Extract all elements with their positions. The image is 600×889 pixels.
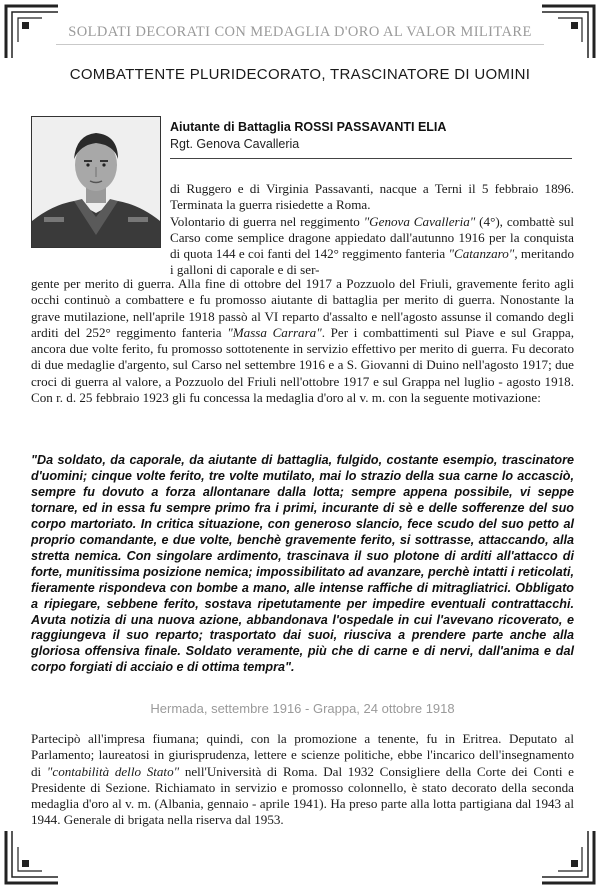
series-title: SOLDATI DECORATI CON MEDAGLIA D'ORO AL VALOR MILITARE: [68, 24, 532, 40]
brigade-name: "Catanzaro": [448, 246, 515, 262]
corner-ornament-bottom-left: [2, 827, 62, 887]
soldier-name: Aiutante di Battaglia ROSSI PASSAVANTI ELIA: [170, 120, 447, 134]
later-career: [31, 731, 574, 829]
battle-dates: Hermada, settembre 1916 - Grappa, 24 ottobre 1918: [150, 701, 455, 716]
biography-intro: [170, 181, 574, 279]
soldier-portrait: [31, 116, 161, 248]
later-career-text: [31, 731, 574, 829]
regiment-name: "Massa Carrara": [227, 324, 322, 340]
bio-text: gente per merito di guerra. Alla fine di ottobre del 1917 a Pozzuolo del Friuli, gravemente ferito agli occhi continuò a combattere e fu promosso aiutante di battaglia per merito di guerra. Nonostante la grave mutilazione, nell'aprile 1918 passò al VI reparto d'assalto e nell'agosto assunse il comando degli arditi del 252° reggimento fanteria: [31, 276, 574, 340]
biography-body: [31, 276, 574, 406]
bio-text: , meritando i galloni di caporale e di ser-: [170, 246, 574, 278]
bio-text: Partecipò all'impresa fiumana; quindi, con la promozione a tenente, fu in Eritrea. Deputato al Parlamento; laureatosi in giurisprudenza, lettere e scienze politiche, ebbe l'incarico dell'insegnamento di: [31, 731, 574, 779]
biography-volunteer: [170, 214, 574, 279]
motivation-text: "Da soldato, da caporale, da aiutante di battaglia, fulgido, costante esempio, trascinatore d'uomini; cinque volte ferito, tre volte mutilato, mai lo strazio della sua carne lo accasciò, sempre fu dovuto a forza allontanare dalla lotta; sempre appena possibile, vi seppe tornare, ed in essa fu sempre primo fra i primi, incurante di sè e delle sofferenze del suo corpo martoriato. In critica situazione, con generoso slancio, fece scudo del suo petto al proprio comandante, e due volte, benchè gravemente ferito, si sottrasse, attaccando, alla stretta nemica. Con singolare ardimento, trascinava il suo plotone di arditi all'attacco di forte, munitissima posizione nemica; impossibilitato ad avanzare, perchè intatti i reticolati, fieramente rispondeva con bombe a mano, alle intense raffiche di mitragliatrici. Obbligato a ripiegare, sebbene ferito, sostava ripetutamente per impedire eventuali contrattacchi. Avuta notizia di una nuova azione, abbandonava l'ospedale in cui l'avevano ricoverato, e raggiungeva il suo reparto; trasportato dai suoi, riusciva a prendere parte anche alla gloriosa offensiva finale. Soldato veramente, più che di carne e di nervi, dall'anima e dal corpo forgiati di acciaio e di ottima tempra".: [31, 453, 574, 675]
corner-ornament-top-left: [2, 2, 62, 62]
bio-text: (4°), combattè sul Carso come semplice dragone appiedato dall'autunno 1916 per la conquista di quota 144 e coi fanti del 142° reggimento fanteria: [170, 213, 574, 262]
corner-ornament-top-right: [538, 2, 598, 62]
biography-career: [31, 276, 574, 406]
heading-divider: [170, 158, 572, 159]
bio-text: nell'Università di Roma. Dal 1932 Consigliere della Corte dei Conti e Presidente di Sezione. Richiamato in servizio e promosso colonnello, è stato decorato della seconda medaglia d'oro al v. m. (Albania, gennaio - aprile 1941). Ha preso parte alla lotta partigiana dal 1943 al 1944. Generale di brigata nella riserva dal 1953.: [31, 763, 574, 828]
biography-birth: di Ruggero e di Virginia Passavanti, nacque a Terni il 5 febbraio 1896. Terminata la guerra risiedette a Roma.: [170, 181, 574, 213]
corner-ornament-bottom-right: [538, 827, 598, 887]
regiment-name: "Genova Cavalleria": [363, 213, 476, 229]
page-subtitle: COMBATTENTE PLURIDECORATO, TRASCINATORE DI UOMINI: [69, 66, 531, 83]
course-name: "contabilità dello Stato": [46, 763, 180, 779]
soldier-regiment: Rgt. Genova Cavalleria: [170, 137, 300, 151]
bio-text: Volontario di guerra nel reggimento: [170, 213, 364, 229]
header-divider: [56, 44, 544, 45]
medal-motivation: [31, 453, 574, 676]
bio-text: . Per i combattimenti sul Piave e sul Grappa, ancora due volte ferito, fu promosso sottotenente in servizio effettivo per merito di guerra. Fu decorato di due medaglie d'argento, sul Carso nel settembre 1916 e a S. Giovanni di Duino nell'agosto 1917; due croci di guerra al valore, a Pozzuolo del Friuli nell'ottobre 1917 e sul Grappa nel luglio - agosto 1918. Con r. d. 25 febbraio 1923 gli fu concessa la medaglia d'oro al v. m. con la seguente motivazione:: [31, 324, 575, 406]
soldier-heading: [170, 120, 572, 151]
